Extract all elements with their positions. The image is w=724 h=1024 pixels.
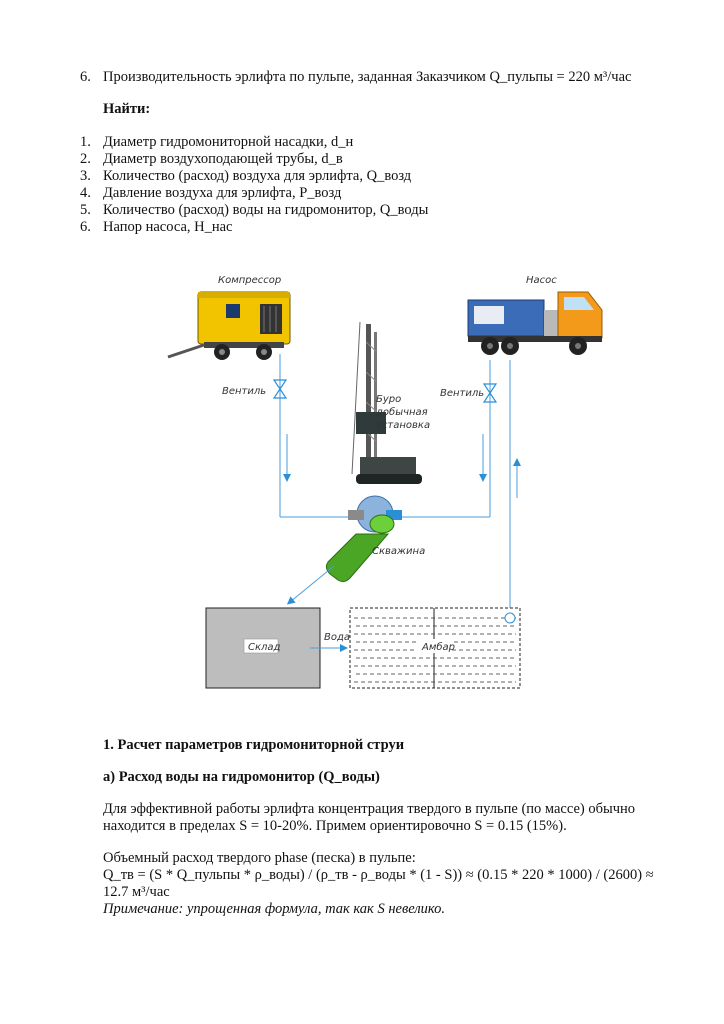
pump-label: Насос (526, 275, 557, 286)
intro-item-text: Производительность эрлифта по пульпе, заданная Заказчиком Q_пульпы = 220 м³/час (103, 69, 632, 85)
section1-title: 1. Расчет параметров гидромониторной струи (103, 737, 405, 753)
formula-line-1: Q_тв = (S * Q_пульпы * ρ_воды) / (ρ_тв - ρ_воды * (1 - S)) ≈ (0.15 * 220 * 1000) / (2600) ≈ (103, 867, 654, 883)
paragraph-1-line-2: находится в пределах S = 10-20%. Примем ориентировочно S = 0.15 (15%). (103, 818, 567, 834)
find-item-text: Напор насоса, H_нас (103, 219, 233, 235)
find-item-number: 2. (80, 151, 91, 167)
rig-label-line1: Буро (376, 394, 402, 405)
pump-truck-icon (468, 292, 602, 355)
intro-item-number: 6. (80, 69, 91, 85)
find-item-text: Диаметр гидромониторной насадки, d_н (103, 134, 354, 150)
find-item-text: Давление воздуха для эрлифта, P_возд (103, 185, 342, 201)
find-heading: Найти: (103, 101, 151, 117)
find-item-number: 4. (80, 185, 91, 201)
compressor-icon (168, 292, 290, 360)
pond-label: Амбар (422, 642, 456, 653)
note-text: Примечание: упрощенная формула, так как S невелико. (103, 901, 446, 917)
find-item-number: 3. (80, 168, 91, 184)
water-label: Вода (324, 632, 351, 643)
compressor-label: Компрессор (218, 275, 282, 286)
paragraph-1-line-1: Для эффективной работы эрлифта концентрация твердого в пульпе (по массе) обычно (103, 801, 636, 817)
airlift-scheme-diagram (160, 262, 620, 694)
well-label: Скважина (372, 546, 426, 557)
find-item-number: 6. (80, 219, 91, 235)
find-item-number: 5. (80, 202, 91, 218)
find-item-text: Количество (расход) воздуха для эрлифта, Q_возд (103, 168, 412, 184)
well-icon (326, 496, 402, 582)
section1a-title: а) Расход воды на гидромонитор (Q_воды) (103, 769, 380, 785)
find-item-text: Количество (расход) воды на гидромонитор, Q_воды (103, 202, 429, 218)
rig-label-line3: установка (376, 420, 431, 431)
valve-right-label: Вентиль (440, 388, 485, 399)
formula-line-2: 12.7 м³/час (103, 884, 170, 900)
warehouse-label: Склад (248, 642, 281, 653)
rig-label-line2: добычная (376, 407, 428, 418)
valve-left-label: Вентиль (222, 386, 267, 397)
paragraph-2-line-1: Объемный расход твердого phase (песка) в пульпе: (103, 850, 416, 866)
find-item-number: 1. (80, 134, 91, 150)
find-item-text: Диаметр воздухоподающей трубы, d_в (103, 151, 343, 167)
